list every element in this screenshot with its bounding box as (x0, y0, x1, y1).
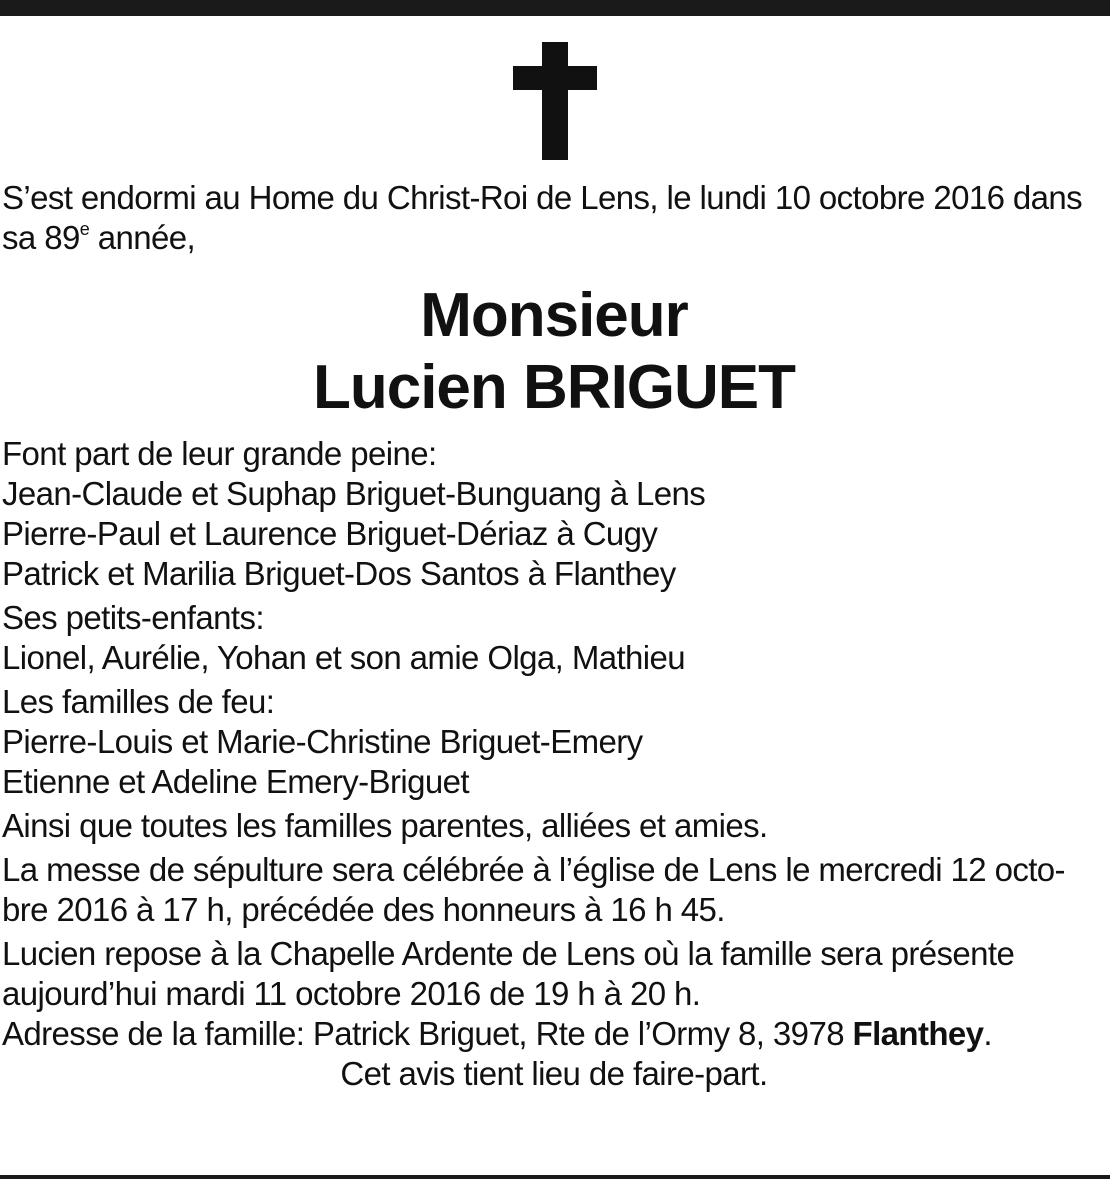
address-end: . (983, 1015, 992, 1052)
intro-line-1: S’est endormi au Home du Christ-Roi de Lens, le lundi 10 octobre 2016 dans (2, 179, 1083, 216)
late-family: Etienne et Adeline Emery-Briguet (2, 763, 469, 800)
deceased-name: Lucien BRIGUET (312, 353, 796, 422)
relatives-text: Ainsi que toutes les familles parentes, alliées et amies. (2, 807, 768, 844)
top-border-rule (0, 0, 1110, 16)
grandchildren-heading: Ses petits-enfants: (2, 599, 264, 636)
grandchildren-names: Lionel, Aurélie, Yohan et son amie Olga, Mathieu (2, 639, 686, 676)
funeral-line-1: La messe de sépulture sera célébrée à l’église de Lens le mercredi 12 octo- (2, 851, 1065, 888)
deceased-name-block (2, 280, 1106, 424)
closing-note: Cet avis tient lieu de faire-part. (340, 1055, 768, 1092)
funeral-line-2: bre 2016 à 17 h, précédée des honneurs à 16 h 45. (2, 891, 725, 928)
family-member: Patrick et Marilia Briguet-Dos Santos à Flanthey (2, 555, 676, 592)
family-address (2, 1014, 1106, 1054)
intro-text (2, 178, 1106, 258)
late-family: Pierre-Louis et Marie-Christine Briguet-Emery (2, 723, 643, 760)
bottom-border-rule (0, 1175, 1110, 1179)
address-place: Flanthey (852, 1015, 984, 1052)
family-heading: Font part de leur grande peine: (2, 435, 437, 472)
intro-line-2-end: année, (89, 219, 196, 256)
ordinal-superscript: e (79, 219, 90, 239)
late-families-heading: Les familles de feu: (2, 683, 275, 720)
intro-line-2-start: sa 89 (2, 219, 80, 256)
viewing-line-2: aujourd’hui mardi 11 octobre 2016 de 19 h à 20 h. (2, 975, 701, 1012)
viewing-line-1: Lucien repose à la Chapelle Ardente de Lens où la famille sera présente (2, 935, 1015, 972)
address-text: Adresse de la famille: Patrick Briguet, Rte de l’Ormy 8, 3978 (2, 1015, 853, 1052)
cross-icon (513, 42, 597, 160)
obituary-body (2, 178, 1106, 1094)
family-member: Pierre-Paul et Laurence Briguet-Dériaz à Cugy (2, 515, 658, 552)
deceased-title: Monsieur (420, 281, 688, 350)
family-member: Jean-Claude et Suphap Briguet-Bunguang à Lens (2, 475, 706, 512)
